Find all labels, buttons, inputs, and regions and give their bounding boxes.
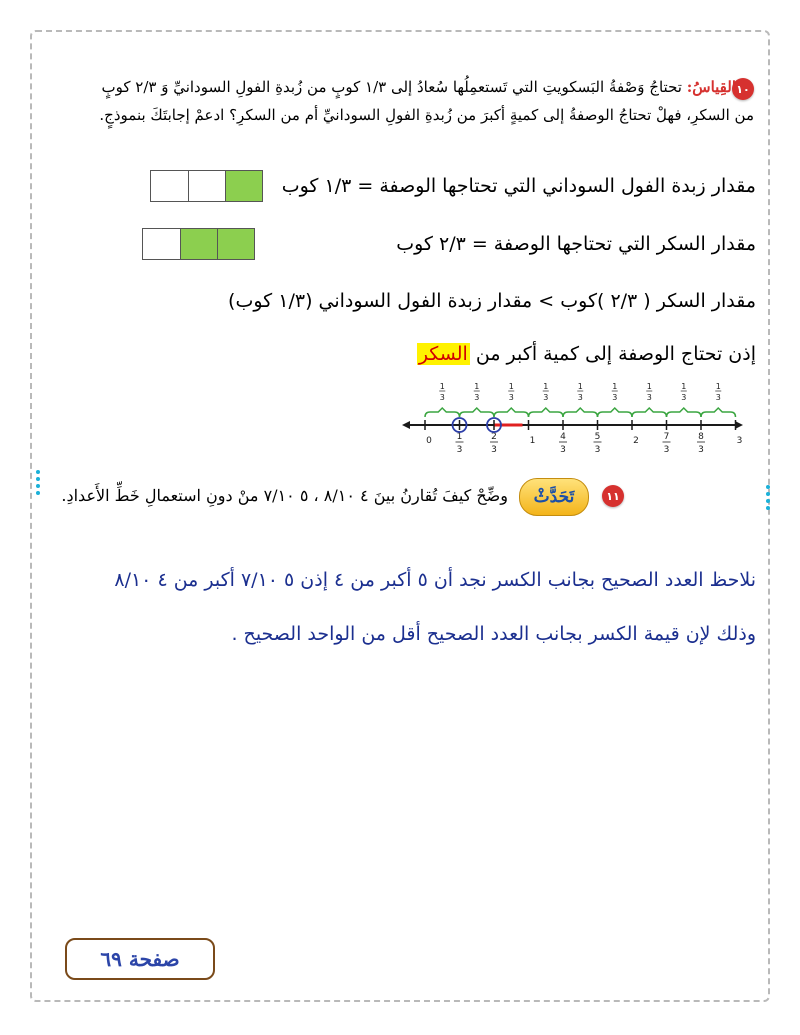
- sugar-model: [142, 228, 255, 260]
- brace-label: 1 3: [543, 382, 549, 402]
- talk-label: تَحَدَّثْ: [519, 478, 589, 516]
- model-part: [151, 171, 188, 201]
- brace-label: 1 3: [715, 382, 721, 402]
- brace-label: 1 3: [508, 382, 514, 402]
- brace-label: 1 3: [577, 382, 583, 402]
- page-number: صفحة ٦٩: [100, 947, 180, 971]
- brace-label: 1 3: [474, 382, 480, 402]
- answer-11-line-2: وذلك لإن قيمة الكسر بجانب العدد الصحيح أقل من الواحد الصحيح .: [231, 623, 756, 645]
- brace-label: 1 3: [439, 382, 445, 402]
- brace: [701, 408, 736, 417]
- peanut-butter-model: [150, 170, 263, 202]
- question-number-badge: ١١: [602, 485, 624, 507]
- brace-label: 1 3: [612, 382, 618, 402]
- tick-label: 1: [529, 436, 536, 446]
- model-part-filled: [180, 229, 217, 259]
- tick-label: 7 3: [663, 432, 670, 455]
- model-part: [188, 171, 225, 201]
- model-part-filled: [217, 229, 254, 259]
- tick-label: 2 3: [491, 432, 497, 455]
- conclusion-line: [417, 340, 756, 368]
- brace: [563, 408, 598, 417]
- tick-label: 3: [736, 436, 743, 446]
- brace-label: 1 3: [681, 382, 687, 402]
- axis-arrow-left: [402, 421, 410, 429]
- question-keyword: القِياسُ:: [686, 78, 736, 96]
- brace: [529, 408, 564, 417]
- tick-label: 1 3: [456, 432, 463, 455]
- model-part-filled: [225, 171, 262, 201]
- page-number-box: [65, 938, 215, 980]
- sugar-amount-line: مقدار السكر التي تحتاجها الوصفة = ٢/٣ كوب: [396, 233, 756, 255]
- tick-label: 5 3: [594, 432, 601, 455]
- question-10-line-2: من السكرِ، فهلْ تحتاجُ الوصفةُ إلى كميةٍ أكبرَ من زُبدةِ الفولِ السودانيِّ أم من السكرِ؟ ادعمْ إجابتَكَ بنموذجٍ.: [99, 106, 754, 124]
- brace: [598, 408, 633, 417]
- question-11-text: وضِّحْ كيفَ تُقارنُ بينَ ٤ ٨/١٠ ، ٥ ٧/١٠ منْ دونِ استعمالِ خَطِّ الأَعدادِ.: [61, 486, 508, 505]
- brace-label: 1 3: [646, 382, 652, 402]
- question-10-line-1: [101, 74, 736, 100]
- model-part: [143, 229, 180, 259]
- brace: [494, 408, 529, 417]
- brace: [460, 408, 495, 417]
- brace: [425, 408, 460, 417]
- margin-dots: [766, 485, 770, 513]
- tick-label: 2: [633, 436, 639, 446]
- comparison-line: مقدار السكر ( ٢/٣ )كوب > مقدار زبدة الفول السوداني (١/٣ كوب): [228, 290, 756, 312]
- brace: [667, 408, 702, 417]
- conclusion-text: إذن تحتاج الوصفة إلى كمية أكبر من: [475, 343, 756, 365]
- conclusion-highlight: السكر: [418, 343, 468, 365]
- tick-label: 8 3: [698, 432, 704, 455]
- tick-label: 0: [426, 436, 432, 446]
- brace: [632, 408, 667, 417]
- peanut-butter-amount-line: مقدار زبدة الفول السوداني التي تحتاجها الوصفة = ١/٣ كوب: [281, 175, 756, 197]
- tick-label: 4 3: [560, 432, 566, 455]
- margin-dots: [36, 470, 40, 498]
- answer-11-line-1: نلاحظ العدد الصحيح بجانب الكسر نجد أن ٥ أكبر من ٤ إذن ٥ ٧/١٠ أكبر من ٤ ٨/١٠: [114, 569, 756, 591]
- question-10-text: تحتاجُ وَصْفةُ البَسكويتِ التي تَستعمِلُها سُعادُ إلى ١/٣ كوبٍ من زُبدةِ الفولِ السودانيِّ وَ ٢/٣ كوبٍ: [101, 78, 682, 96]
- number-line: [400, 380, 745, 468]
- question-number-badge: ١٠: [732, 78, 754, 100]
